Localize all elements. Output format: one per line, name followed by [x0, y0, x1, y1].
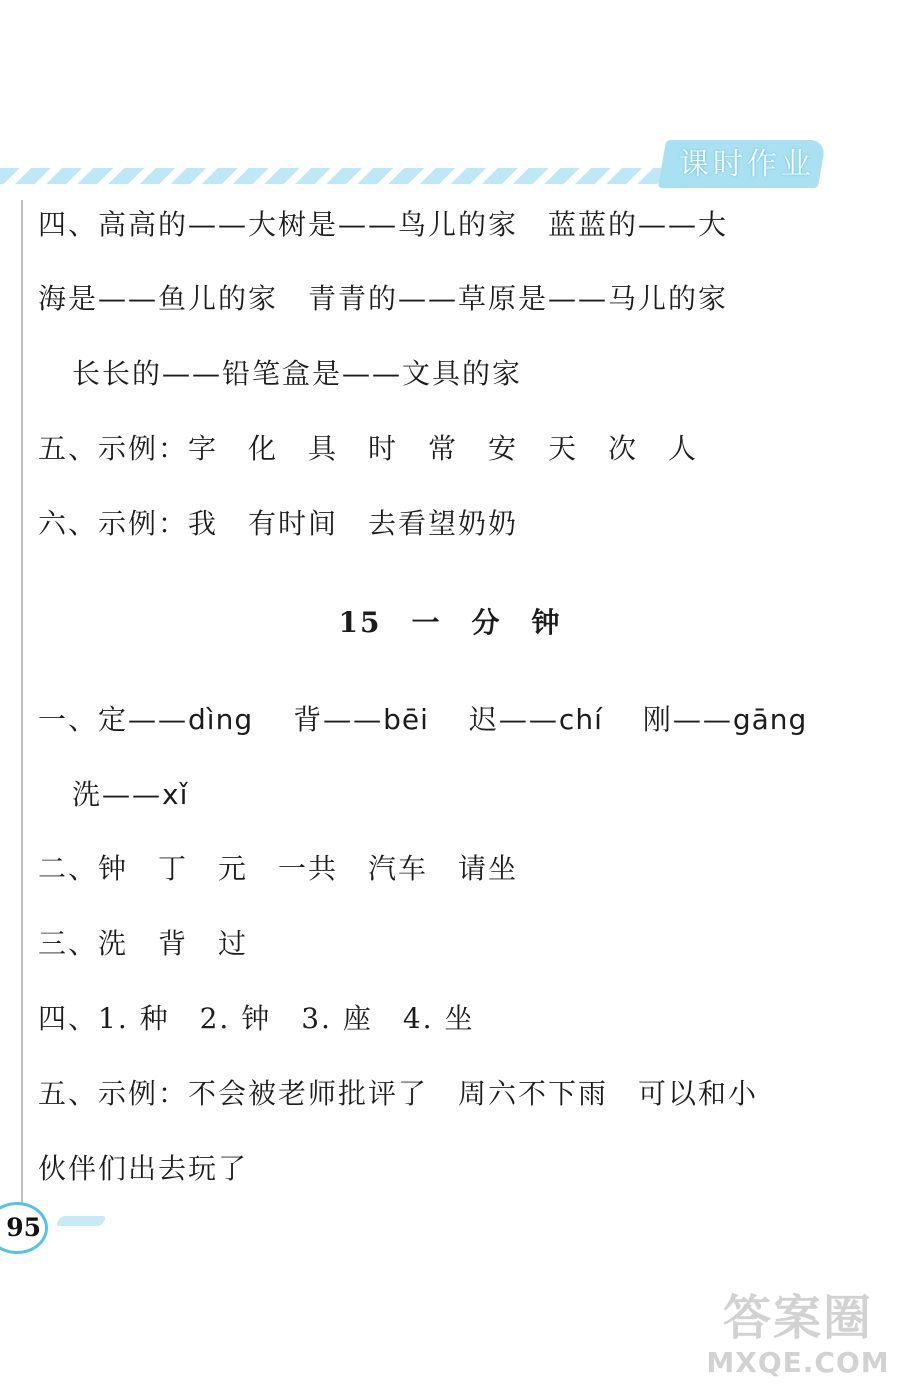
- answer-b-q3: 三、洗 背 过: [38, 927, 249, 960]
- pinyin-item: xǐ: [162, 778, 189, 811]
- answer-b-q5-line1: 五、示例：不会被老师批评了 周六不下雨 可以和小: [38, 1077, 759, 1110]
- char-item: 洗: [72, 778, 103, 811]
- lesson-title: 15 一 分 钟: [338, 606, 562, 639]
- watermark: [700, 1290, 896, 1380]
- header-stripe: [0, 168, 690, 184]
- dash: ——: [672, 703, 733, 736]
- answer-q4-line2: 海是——鱼儿的家 青青的——草原是——马儿的家: [38, 282, 729, 315]
- answer-b-q4: 四、1. 种 2. 钟 3. 座 4. 坐: [38, 1002, 475, 1035]
- dash: ——: [128, 703, 189, 736]
- dash: ——: [323, 703, 384, 736]
- char-item: 刚: [642, 703, 673, 736]
- answer-b-q5-line2: 伙伴们出去玩了: [38, 1152, 249, 1185]
- answer-b-q1-line1: [38, 700, 828, 740]
- watermark-url: MXQE.COM: [706, 1346, 890, 1379]
- header-tag: 课时作业: [679, 147, 815, 182]
- pinyin-item: bēi: [383, 703, 429, 736]
- char-item: 定: [98, 703, 129, 736]
- pinyin-item: chí: [558, 703, 603, 736]
- dash: ——: [498, 703, 559, 736]
- pinyin-item: gāng: [732, 703, 808, 736]
- page-badge-swoosh: [55, 1216, 107, 1226]
- answer-q6: 六、示例：我 有时间 去看望奶奶: [38, 507, 519, 540]
- char-item: 迟: [468, 703, 499, 736]
- answer-q5: 五、示例：字 化 具 时 常 安 天 次 人: [38, 432, 699, 465]
- dash: ——: [102, 778, 163, 811]
- answer-q4-line1: 四、高高的——大树是——鸟儿的家 蓝蓝的——大: [38, 208, 729, 241]
- answer-b-q2: 二、钟 丁 元 一共 汽车 请坐: [38, 852, 519, 885]
- margin-rule: [21, 200, 23, 1210]
- page-number: 95: [0, 1202, 48, 1254]
- watermark-logo: 答案圈: [722, 1290, 873, 1346]
- question-label: 一、: [38, 703, 99, 736]
- answer-b-q1-line2: [72, 775, 862, 815]
- char-item: 背: [293, 703, 324, 736]
- answer-q4-line3: 长长的——铅笔盒是——文具的家: [72, 357, 523, 390]
- pinyin-item: dìng: [188, 703, 254, 736]
